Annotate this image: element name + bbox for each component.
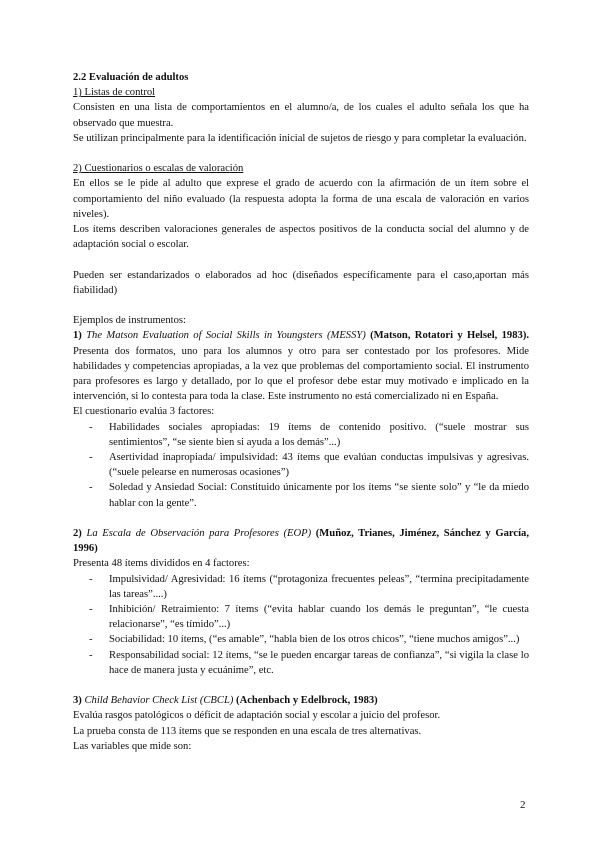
document-page <box>73 70 529 754</box>
cbcl-line-1: Evalúa rasgos patológicos o déficit de adaptación social y escolar a juicio del profesor. <box>73 710 441 722</box>
cbcl-authors: (Achenbach y Edelbrock, 1983) <box>233 695 378 707</box>
page-number: 2 <box>520 799 526 811</box>
dash-bullet: - <box>89 482 93 494</box>
examples-label: Ejemplos de instrumentos: <box>73 315 186 327</box>
questionnaire-paragraph-1: En ellos se le pide al adulto que exprese el grado de acuerdo con la afirmación de un ítem sobre el comportamiento del niño evaluado (la respuesta adopta la forma de una escala de valoración en varios niveles). <box>73 178 529 220</box>
messy-paragraph: 1) The Matson Evaluation of Social Skills in Youngsters (MESSY) (Matson, Rotatori y Helsel, 1983). Presenta dos formatos, uno para los alumnos y otro para ser contestado por los profesores. Mide habilidades y competencias apropiadas, a la vez que problemas del comportamiento social. El instrumento para profesores es largo y detallado, por lo que el profesor debe estar muy motivado e implicado en la intervención, si lo contesta para toda la clase. Este instrumento no está comercializado ni en España. <box>73 330 529 403</box>
eop-intro: Presenta 48 ítems divididos en 4 factores: <box>73 558 250 570</box>
cbcl-title: Child Behavior Check List (CBCL) <box>84 695 234 707</box>
questionnaire-heading: 2) Cuestionarios o escalas de valoración <box>73 163 244 175</box>
list-item: - Impulsividad/ Agresividad: 16 ítems (“protagoniza frecuentes peleas”, “termina precipitadamente las tareas”....) <box>89 573 529 600</box>
messy-authors: (Matson, Rotatori y Helsel, 1983). <box>365 330 529 342</box>
list-item: - Habilidades sociales apropiadas: 19 ítems de contenido positivo. (“suele mostrar sus sentimientos”, “se siente bien si ayuda a los demás”...) <box>89 421 529 448</box>
cbcl-line-3: Las variables que mide son: <box>73 740 192 752</box>
checklist-heading: 1) Listas de control <box>73 87 156 99</box>
messy-factor-list <box>73 420 529 511</box>
checklist-paragraph-2: Se utilizan principalmente para la identificación inicial de sujetos de riesgo y para completar la evaluación. <box>73 132 527 144</box>
eop-authors: (Muñoz, Trianes, Jiménez, Sánchez y García, 1996) <box>73 528 529 555</box>
dash-bullet: - <box>89 573 93 585</box>
dash-bullet: - <box>89 634 93 646</box>
checklist-paragraph-1: Consisten en una lista de comportamientos en el alumno/a, de los cuales el adulto señala los que ha observado que muestra. <box>73 102 529 129</box>
cbcl-line-2: La prueba consta de 113 ítems que se responden en una escala de tres alternativas. <box>73 725 422 737</box>
questionnaire-paragraph-2: Los ítems describen valoraciones generales de aspectos positivos de la conducta social del alumno y de adaptación social o escolar. <box>73 224 529 251</box>
eop-heading: 2) La Escala de Observación para Profesores (EOP) (Muñoz, Trianes, Jiménez, Sánchez y García, 1996) <box>73 528 529 555</box>
messy-description: Presenta dos formatos, uno para los alumnos y otro para ser contestado por los profesores. Mide habilidades y competencias apropiadas, a la vez que problemas del comportamiento social. El instrumento para profesores es largo y detallado, por lo que el profesor debe estar muy motivado e implicado en la intervención, si lo contesta para toda la clase. Este instrumento no está comercializado ni en España. <box>73 345 529 403</box>
messy-title: The Matson Evaluation of Social Skills in Youngsters (MESSY) <box>86 330 366 342</box>
eop-factor-list <box>73 572 529 678</box>
dash-bullet: - <box>89 452 93 464</box>
list-item: - Sociabilidad: 10 ítems, (“es amable”, “habla bien de los otros chicos”, “tiene muchos amigos”...) <box>73 632 529 647</box>
list-item: - Inhibición/ Retraimiento: 7 ítems (“evita hablar cuando los demás le preguntan”, “le cuesta relacionarse”, “es tímido”...) <box>89 604 529 631</box>
dash-bullet: - <box>89 421 93 433</box>
messy-factors-label: El cuestionario evalúa 3 factores: <box>73 406 215 418</box>
eop-title: La Escala de Observación para Profesores (EOP) <box>86 528 312 540</box>
dash-bullet: - <box>89 649 93 661</box>
list-item: - Soledad y Ansiedad Social: Constituido únicamente por los ítems “se siente solo” y “le da miedo hablar con la gente”. <box>89 482 529 509</box>
list-item: - Responsabilidad social: 12 ítems, “se le pueden encargar tareas de confianza”, “si vigila la clase lo hace de manera justa y ecuánime”, etc. <box>89 649 529 676</box>
questionnaire-paragraph-3: Pueden ser estandarizados o elaborados ad hoc (diseñados específicamente para el caso,aportan más fiabilidad) <box>73 269 529 296</box>
list-item: - Asertividad inapropiada/ impulsividad: 43 ítems que evalúan conductas impulsivas y agresivas. (“suele pelearse en numerosas ocasiones”) <box>89 452 529 479</box>
cbcl-heading: 3) Child Behavior Check List (CBCL) (Achenbach y Edelbrock, 1983) <box>73 695 378 707</box>
section-title: 2.2 Evaluación de adultos <box>73 72 189 83</box>
dash-bullet: - <box>89 604 93 616</box>
